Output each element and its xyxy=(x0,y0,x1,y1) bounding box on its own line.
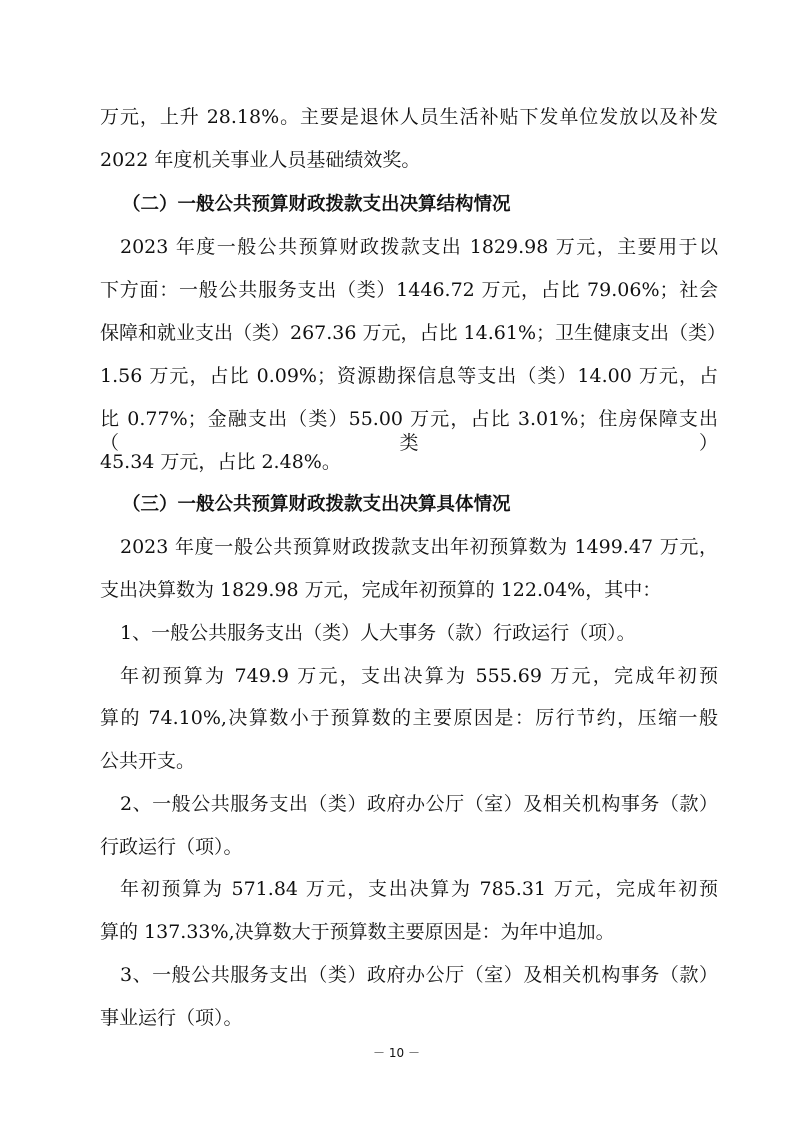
section-heading: （二）一般公共预算财政拨款支出决算结构情况 xyxy=(122,194,511,215)
body-line: 1.56 万元，占比 0.09%；资源勘探信息等支出（类）14.00 万元，占 xyxy=(100,365,718,387)
item-heading: 行政运行（项）。 xyxy=(100,836,243,858)
body-line: 比 0.77%；金融支出（类）55.00 万元，占比 3.01%；住房保障支出（类） xyxy=(100,408,718,454)
body-line: 2023 年度一般公共预算财政拨款支出年初预算数为 1499.47 万元， xyxy=(120,536,718,558)
body-line: 年初预算为 749.9 万元，支出决算为 555.69 万元，完成年初预 xyxy=(120,665,718,687)
body-line: 算的 74.10%,决算数小于预算数的主要原因是：厉行节约，压缩一般 xyxy=(100,707,718,729)
body-line: 算的 137.33%,决算数大于预算数主要原因是：为年中追加。 xyxy=(100,921,615,943)
page-number: － 10 － xyxy=(373,1046,420,1060)
body-line: 2022 年度机关事业人员基础绩效奖。 xyxy=(100,149,421,171)
item-heading: 2、一般公共服务支出（类）政府办公厅（室）及相关机构事务（款） xyxy=(120,793,718,815)
body-line: 下方面：一般公共服务支出（类）1446.72 万元，占比 79.06%；社会 xyxy=(100,279,718,301)
item-heading: 1、一般公共服务支出（类）人大事务（款）行政运行（项）。 xyxy=(120,622,636,644)
body-line: 年初预算为 571.84 万元，支出决算为 785.31 万元，完成年初预 xyxy=(120,878,718,900)
body-line: 45.34 万元，占比 2.48%。 xyxy=(100,451,341,473)
body-line: 万元，上升 28.18%。主要是退休人员生活补贴下发单位发放以及补发 xyxy=(100,106,718,128)
body-line: 支出决算数为 1829.98 万元，完成年初预算的 122.04%，其中： xyxy=(100,579,662,601)
section-heading: （三）一般公共预算财政拨款支出决算具体情况 xyxy=(122,494,511,515)
item-heading: 事业运行（项）。 xyxy=(100,1007,243,1029)
body-line: 2023 年度一般公共预算财政拨款支出 1829.98 万元，主要用于以 xyxy=(120,236,718,258)
body-line: 保障和就业支出（类）267.36 万元，占比 14.61%；卫生健康支出（类） xyxy=(100,322,727,344)
body-line: 公共开支。 xyxy=(100,750,196,772)
item-heading: 3、一般公共服务支出（类）政府办公厅（室）及相关机构事务（款） xyxy=(120,964,718,986)
